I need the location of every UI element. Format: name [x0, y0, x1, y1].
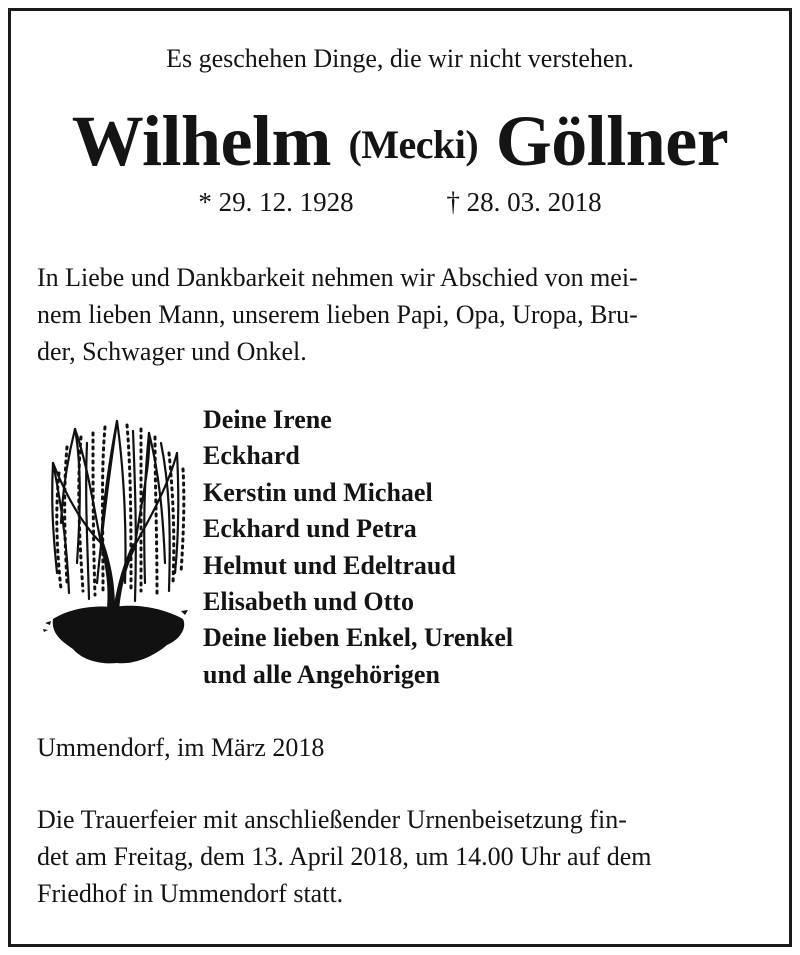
farewell-text — [37, 259, 755, 370]
motto: Es geschehen Dinge, die wir nicht verstehen. — [166, 44, 634, 73]
mourner: Eckhard — [203, 441, 300, 471]
birth-date: * 29. 12. 1928 — [198, 187, 354, 217]
text-line: Die Trauerfeier mit anschließender Urnenbeisetzung fin- — [37, 805, 627, 834]
obituary-notice — [8, 8, 792, 947]
mourner: Elisabeth und Otto — [203, 587, 414, 617]
mourner: Helmut und Edeltraud — [203, 550, 456, 580]
nickname: (Mecki) — [348, 121, 479, 167]
first-name: Wilhelm — [71, 101, 331, 181]
funeral-info — [37, 801, 755, 912]
text-line: nem lieben Mann, unserem lieben Papi, Opa, Uropa, Bru- — [37, 300, 638, 329]
text-line: In Liebe und Dankbarkeit nehmen wir Abschied von mei- — [37, 263, 638, 292]
death-date: † 28. 03. 2018 — [446, 187, 602, 217]
text-line: det am Freitag, dem 13. April 2018, um 14.00 Uhr auf dem — [37, 842, 652, 871]
text-line: der, Schwager und Onkel. — [37, 337, 307, 366]
last-name: Göllner — [495, 101, 729, 181]
mourner: Kerstin und Michael — [203, 477, 433, 507]
mourner: Deine Irene — [203, 405, 332, 434]
mourner: Deine lieben Enkel, Urenkel — [203, 623, 514, 653]
deceased-name — [11, 99, 789, 187]
place-and-date: Ummendorf, im März 2018 — [37, 733, 325, 762]
mourners-list — [203, 402, 513, 693]
mourner: Eckhard und Petra — [203, 514, 417, 544]
text-line: Friedhof in Ummendorf statt. — [37, 879, 344, 908]
weeping-willow-icon — [41, 413, 191, 671]
life-dates — [11, 185, 789, 219]
mourner: und alle Angehörigen — [203, 659, 440, 689]
